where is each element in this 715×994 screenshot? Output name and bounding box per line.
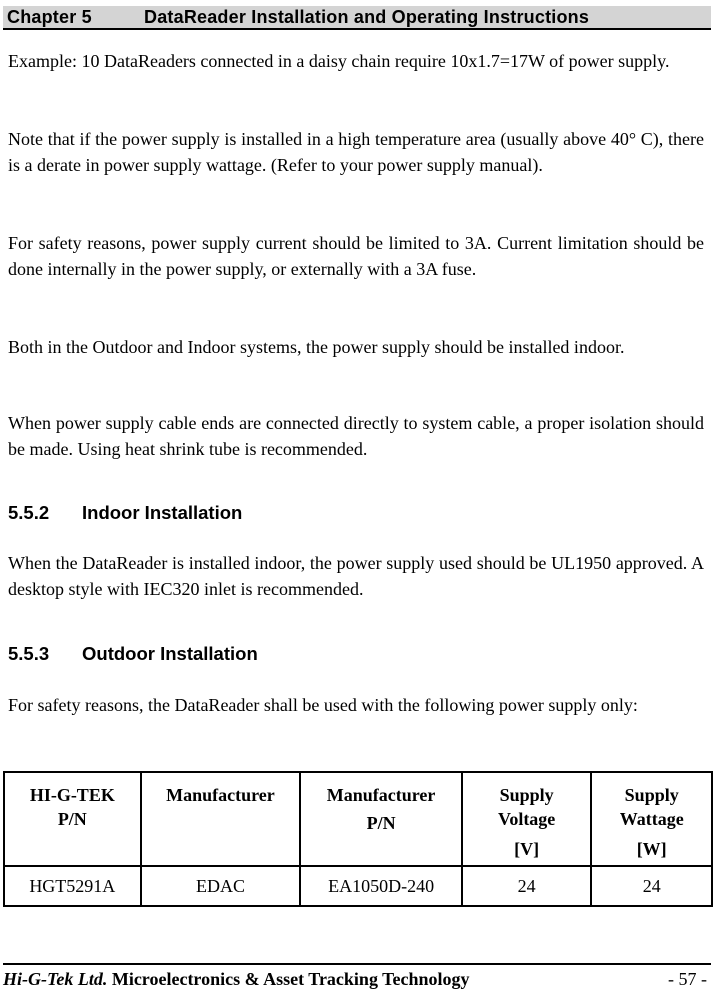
paragraph-outdoor-installation: For safety reasons, the DataReader shall be used with the following power supply only:: [8, 695, 638, 715]
paragraph-install-indoor: Both in the Outdoor and Indoor systems, the power supply should be installed indoor.: [8, 337, 625, 357]
cell-hi-g-tek-pn: HGT5291A: [4, 866, 141, 906]
column-header-supply-voltage: Supply Voltage [V]: [462, 772, 591, 866]
paragraph-temperature-note: Note that if the power supply is installed in a high temperature area (usually above 40° C), there is a derate in power supply wattage. (Refer to your power supply manual).: [8, 129, 704, 175]
table-row: [4, 866, 712, 906]
cell-supply-voltage: 24: [462, 866, 591, 906]
column-header-manufacturer: Manufacturer: [141, 772, 301, 866]
section-number: 5.5.3: [8, 643, 50, 664]
column-header-hi-g-tek-pn: HI-G-TEK P/N: [4, 772, 141, 866]
column-header-manufacturer-pn: Manufacturer P/N: [300, 772, 462, 866]
paragraph-power-example: Example: 10 DataReaders connected in a daisy chain require 10x1.7=17W of power supply.: [8, 51, 670, 71]
cell-manufacturer: EDAC: [141, 866, 301, 906]
chapter-title: DataReader Installation and Operating Instructions: [144, 7, 590, 27]
page-number: - 57 -: [668, 969, 707, 989]
table-header-row: [4, 772, 712, 866]
power-supply-table: [3, 771, 713, 907]
paragraph-cable-isolation: When power supply cable ends are connected directly to system cable, a proper isolation should be made. Using heat shrink tube is recommended.: [8, 413, 704, 459]
section-title: Indoor Installation: [82, 502, 243, 523]
section-title: Outdoor Installation: [82, 643, 258, 664]
chapter-label: Chapter 5: [7, 7, 92, 27]
section-heading-indoor: [8, 502, 242, 524]
cell-manufacturer-pn: EA1050D-240: [300, 866, 462, 906]
chapter-header: [3, 6, 711, 30]
column-header-supply-wattage: Supply Wattage [W]: [591, 772, 712, 866]
footer-tagline: Microelectronics & Asset Tracking Technology: [111, 969, 470, 989]
page-footer: [3, 963, 711, 990]
paragraph-current-limit: For safety reasons, power supply current should be limited to 3A. Current limitation should be done internally in the power supply, or externally with a 3A fuse.: [8, 233, 704, 279]
footer-company: Hi-G-Tek Ltd.: [3, 969, 108, 989]
section-heading-outdoor: [8, 643, 258, 665]
paragraph-indoor-installation: When the DataReader is installed indoor, the power supply used should be UL1950 approved. A desktop style with IEC320 inlet is recommended.: [8, 553, 704, 599]
section-number: 5.5.2: [8, 502, 50, 523]
cell-supply-wattage: 24: [591, 866, 712, 906]
